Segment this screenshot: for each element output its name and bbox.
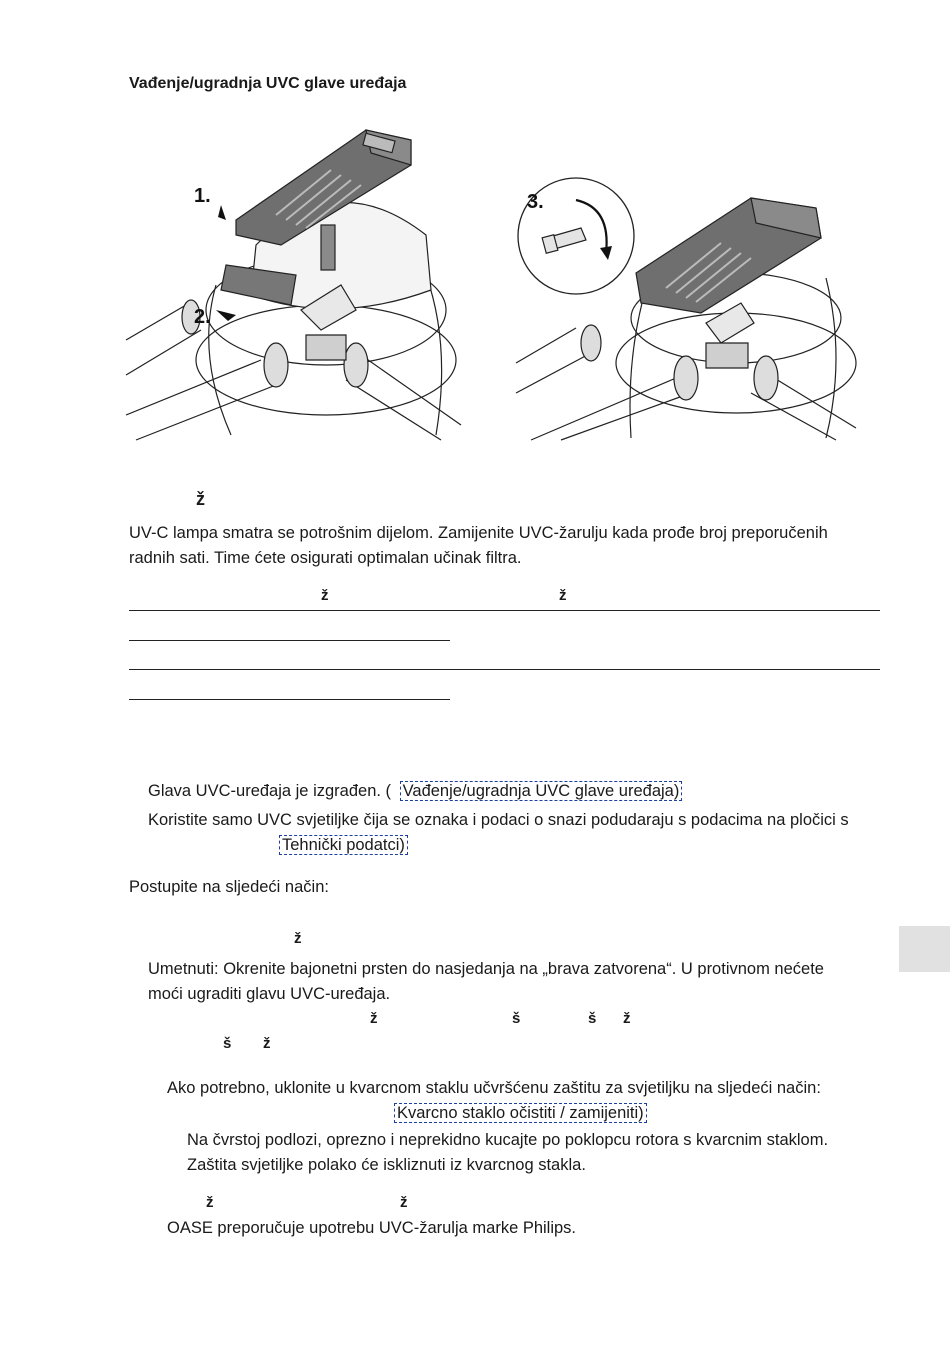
stray-glyph: š bbox=[588, 1010, 597, 1027]
link-quartz-glass-clean-replace[interactable]: Kvarcno staklo očistiti / zamijeniti) bbox=[394, 1103, 647, 1123]
intro-line-2: radnih sati. Time ćete osigurati optimalan učinak filtra. bbox=[129, 549, 522, 567]
prerequisite-1-text: Glava UVC-uređaja je izgrađen. ( bbox=[148, 782, 392, 800]
protection-sub-2: Zaštita svjetiljke polako će iskliznuti iz kvarcnog stakla. bbox=[187, 1156, 586, 1174]
stray-glyph: š bbox=[512, 1010, 521, 1027]
step-glyph: ž bbox=[294, 930, 302, 947]
figure-right-installation bbox=[516, 178, 856, 440]
tip-glyph: ž bbox=[206, 1194, 214, 1211]
stray-glyph: ž bbox=[623, 1010, 631, 1027]
stray-glyph: ž bbox=[263, 1035, 271, 1052]
insert-note-line-1: Umetnuti: Okrenite bajonetni prsten do nasjedanja na „brava zatvorena“. U protivnom nećete bbox=[148, 960, 824, 978]
table-header-glyph-2: ž bbox=[559, 587, 567, 604]
stray-glyph: ž bbox=[370, 1010, 378, 1027]
prerequisite-1 bbox=[148, 779, 682, 804]
stray-glyph: š bbox=[223, 1035, 232, 1052]
table-rule-header bbox=[129, 610, 880, 611]
link-remove-install-uvc-head[interactable]: Vađenje/ugradnja UVC glave uređaja) bbox=[400, 781, 683, 801]
section-title: Vađenje/ugradnja UVC glave uređaja bbox=[129, 75, 407, 92]
recommendation: OASE preporučuje upotrebu UVC-žarulja marke Philips. bbox=[167, 1219, 577, 1237]
insert-note-line-2: moći ugraditi glavu UVC-uređaja. bbox=[148, 985, 391, 1003]
procedure-intro: Postupite na sljedeći način: bbox=[129, 878, 329, 896]
step-3-label: 3. bbox=[527, 191, 544, 213]
step-1-label: 1. bbox=[194, 185, 211, 207]
figure-left-removal bbox=[126, 125, 466, 440]
prerequisite-2-line-2 bbox=[279, 833, 408, 858]
tip-glyph: ž bbox=[400, 1194, 408, 1211]
subheading-glyph: ž bbox=[196, 489, 205, 509]
table-header-glyph-1: ž bbox=[321, 587, 329, 604]
protection-link-line bbox=[394, 1101, 647, 1126]
protection-line-1: Ako potrebno, uklonite u kvarcnom staklu učvršćenu zaštitu za svjetiljku na sljedeći način: bbox=[167, 1079, 821, 1097]
intro-line-1: UV-C lampa smatra se potrošnim dijelom. Zamijenite UVC-žarulju kada prođe broj preporučenih bbox=[129, 524, 828, 542]
link-technical-data[interactable]: Tehnički podatci) bbox=[279, 835, 408, 855]
table-rule-row-1 bbox=[129, 640, 450, 641]
protection-sub-1: Na čvrstoj podlozi, oprezno i neprekidno kucajte po poklopcu rotora s kvarcnim staklom. bbox=[187, 1131, 829, 1149]
step-2-label: 2. bbox=[194, 306, 211, 328]
table-rule-row-2 bbox=[129, 669, 880, 670]
prerequisite-2-line-1: Koristite samo UVC svjetiljke čija se oznaka i podaci o snazi podudaraju s podacima na pločici s bbox=[148, 811, 849, 829]
chapter-tab-marker bbox=[899, 926, 950, 972]
table-rule-row-3 bbox=[129, 699, 450, 700]
